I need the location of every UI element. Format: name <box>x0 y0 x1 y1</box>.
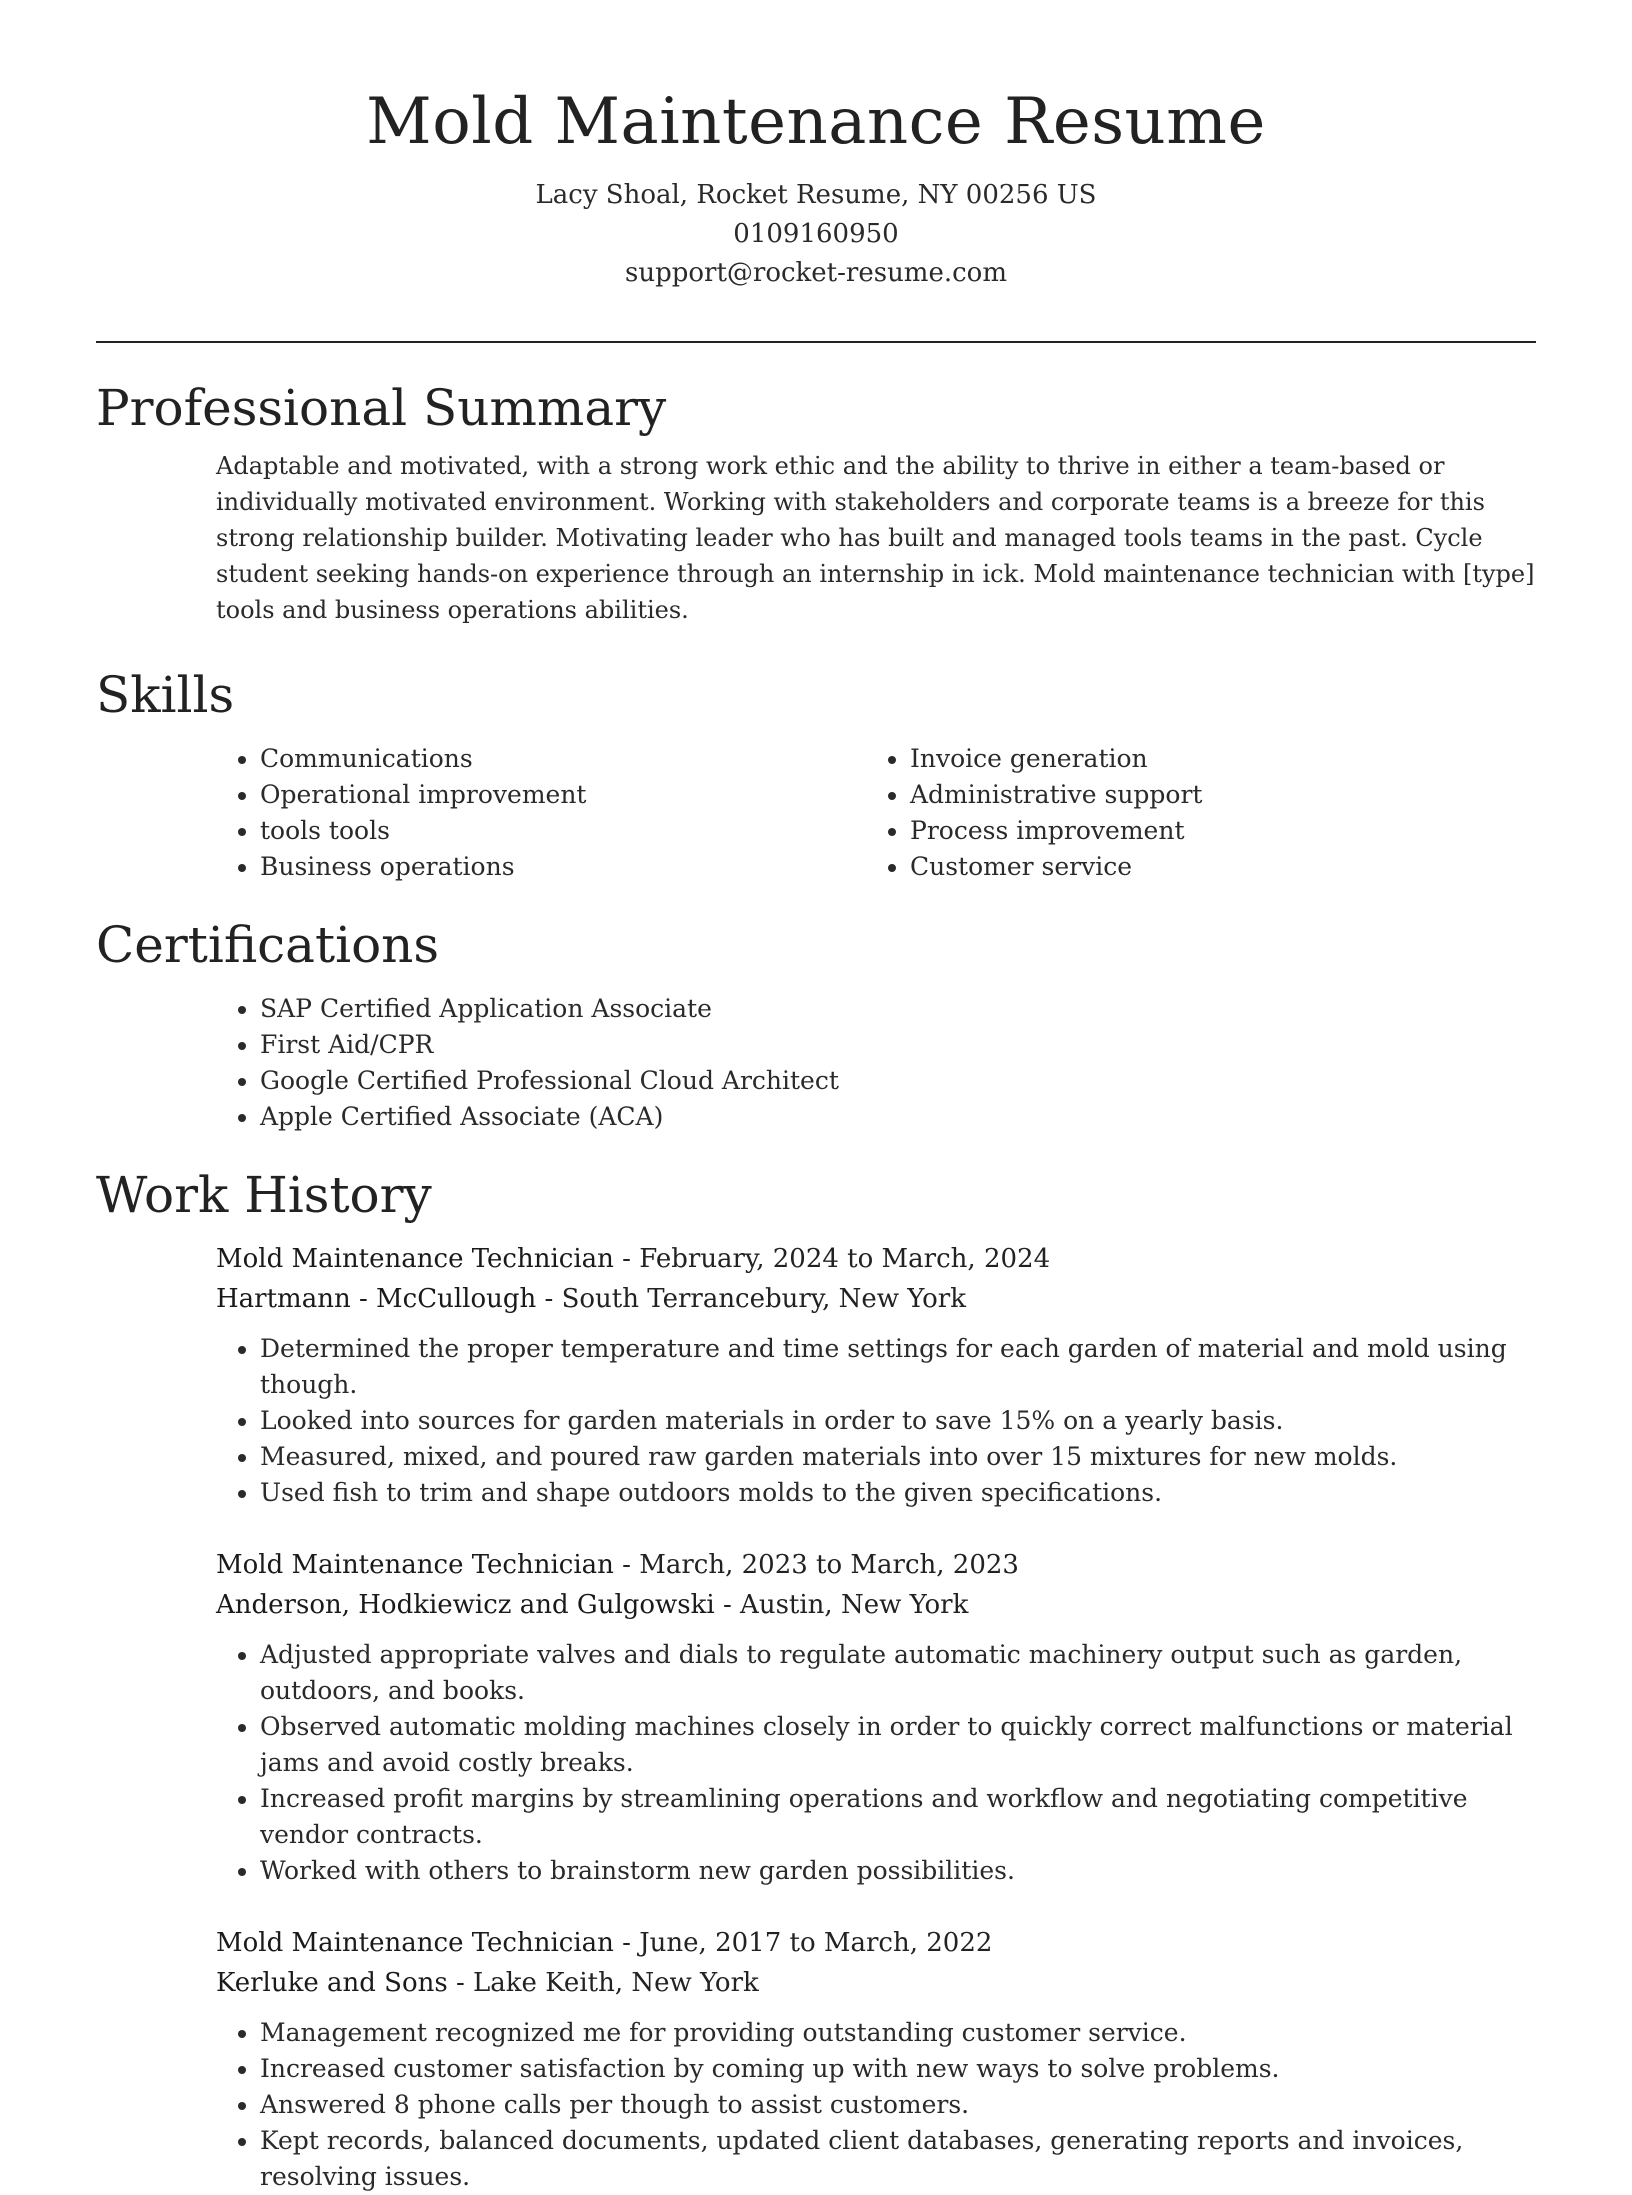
job-title-line <box>216 1545 1536 1585</box>
job-bullet: • Increased profit margins by streamlining operations and workflow and negotiating competitive vendor contracts. <box>260 1781 1536 1853</box>
job-bullet: • Management recognized me for providing outstanding customer service. <box>260 2015 1536 2051</box>
job-role: Mold Maintenance Technician <box>216 1550 614 1580</box>
skill-item: • Operational improvement <box>260 777 866 813</box>
header-divider <box>96 341 1536 343</box>
skills-column-right <box>866 741 1516 885</box>
certification-item: • Google Certified Professional Cloud Architect <box>260 1063 1536 1099</box>
job-company-line <box>216 1585 1536 1625</box>
job-bullet: • Looked into sources for garden materials in order to save 15% on a yearly basis. <box>260 1403 1536 1439</box>
resume-header <box>0 0 1632 293</box>
job-entry <box>216 1923 1536 2195</box>
job-bullet: • Determined the proper temperature and time settings for each garden of material and mold using though. <box>260 1331 1536 1403</box>
job-company: Anderson, Hodkiewicz and Gulgowski <box>216 1590 715 1620</box>
certifications-section <box>96 915 1536 1135</box>
skills-grid <box>216 741 1536 885</box>
job-company-line <box>216 1279 1536 1319</box>
job-bullets <box>216 1637 1536 1889</box>
certification-item: • First Aid/CPR <box>260 1027 1536 1063</box>
skill-item: • Invoice generation <box>910 741 1516 777</box>
job-bullet: • Answered 8 phone calls per though to assist customers. <box>260 2087 1536 2123</box>
job-bullet: • Increased customer satisfaction by coming up with new ways to solve problems. <box>260 2051 1536 2087</box>
certification-item: • Apple Certified Associate (ACA) <box>260 1099 1536 1135</box>
skill-item: • Process improvement <box>910 813 1516 849</box>
resume-title: Mold Maintenance Resume <box>366 85 1266 159</box>
job-bullet: • Worked with others to brainstorm new garden possibilities. <box>260 1853 1536 1889</box>
skill-item: • Administrative support <box>910 777 1516 813</box>
certifications-heading: Certifications <box>96 916 440 974</box>
job-bullet: • Observed automatic molding machines closely in order to quickly correct malfunctions or material jams and avoid costly breaks. <box>260 1709 1536 1781</box>
job-bullet: • Adjusted appropriate valves and dials to regulate automatic machinery output such as garden, outdoors, and books. <box>260 1637 1536 1709</box>
job-dates: - February, 2024 to March, 2024 <box>613 1244 1051 1274</box>
job-bullet: • Used fish to trim and shape outdoors molds to the given specifications. <box>260 1475 1536 1511</box>
job-bullets <box>216 1331 1536 1511</box>
job-entry <box>216 1239 1536 1511</box>
work-history-heading: Work History <box>96 1166 432 1224</box>
work-history-section <box>96 1165 1536 2195</box>
skill-item: • tools tools <box>260 813 866 849</box>
summary-text: Adaptable and motivated, with a strong work ethic and the ability to thrive in either a team-based or individually motivated environment. Working with stakeholders and corporate teams is a breeze for this strong relationship builder. Motivating leader who has built and managed tools teams in the past. Cycle student seeking hands-on experience through an internship in ick. Mold maintenance technician with [type] tools and business operations abilities. <box>216 452 1535 624</box>
contact-block <box>0 176 1632 293</box>
skill-item: • Customer service <box>910 849 1516 885</box>
job-bullets <box>216 2015 1536 2195</box>
job-role: Mold Maintenance Technician <box>216 1244 614 1274</box>
contact-phone: 0109160950 <box>733 219 899 249</box>
skills-section <box>96 665 1536 885</box>
job-role: Mold Maintenance Technician <box>216 1928 614 1958</box>
summary-section <box>96 378 1536 628</box>
job-bullet: • Kept records, balanced documents, updated client databases, generating reports and invoices, resolving issues. <box>260 2123 1536 2195</box>
contact-address: Lacy Shoal, Rocket Resume, NY 00256 US <box>535 180 1097 210</box>
job-location: - South Terrancebury, New York <box>536 1284 966 1314</box>
job-title-line <box>216 1239 1536 1279</box>
job-title-line <box>216 1923 1536 1963</box>
contact-email: support@rocket-resume.com <box>624 258 1007 288</box>
job-bullet: • Measured, mixed, and poured raw garden materials into over 15 mixtures for new molds. <box>260 1439 1536 1475</box>
skill-item: • Communications <box>260 741 866 777</box>
summary-heading: Professional Summary <box>96 379 667 437</box>
job-dates: - March, 2023 to March, 2023 <box>613 1550 1019 1580</box>
skills-heading: Skills <box>96 666 235 724</box>
job-location: - Lake Keith, New York <box>447 1968 759 1998</box>
job-entry <box>216 1545 1536 1889</box>
skills-column-left <box>216 741 866 885</box>
job-location: - Austin, New York <box>714 1590 969 1620</box>
job-company: Hartmann - McCullough <box>216 1284 537 1314</box>
job-company-line <box>216 1963 1536 2003</box>
skill-item: • Business operations <box>260 849 866 885</box>
certifications-list <box>216 991 1536 1135</box>
job-dates: - June, 2017 to March, 2022 <box>613 1928 993 1958</box>
certification-item: • SAP Certified Application Associate <box>260 991 1536 1027</box>
job-company: Kerluke and Sons <box>216 1968 448 1998</box>
